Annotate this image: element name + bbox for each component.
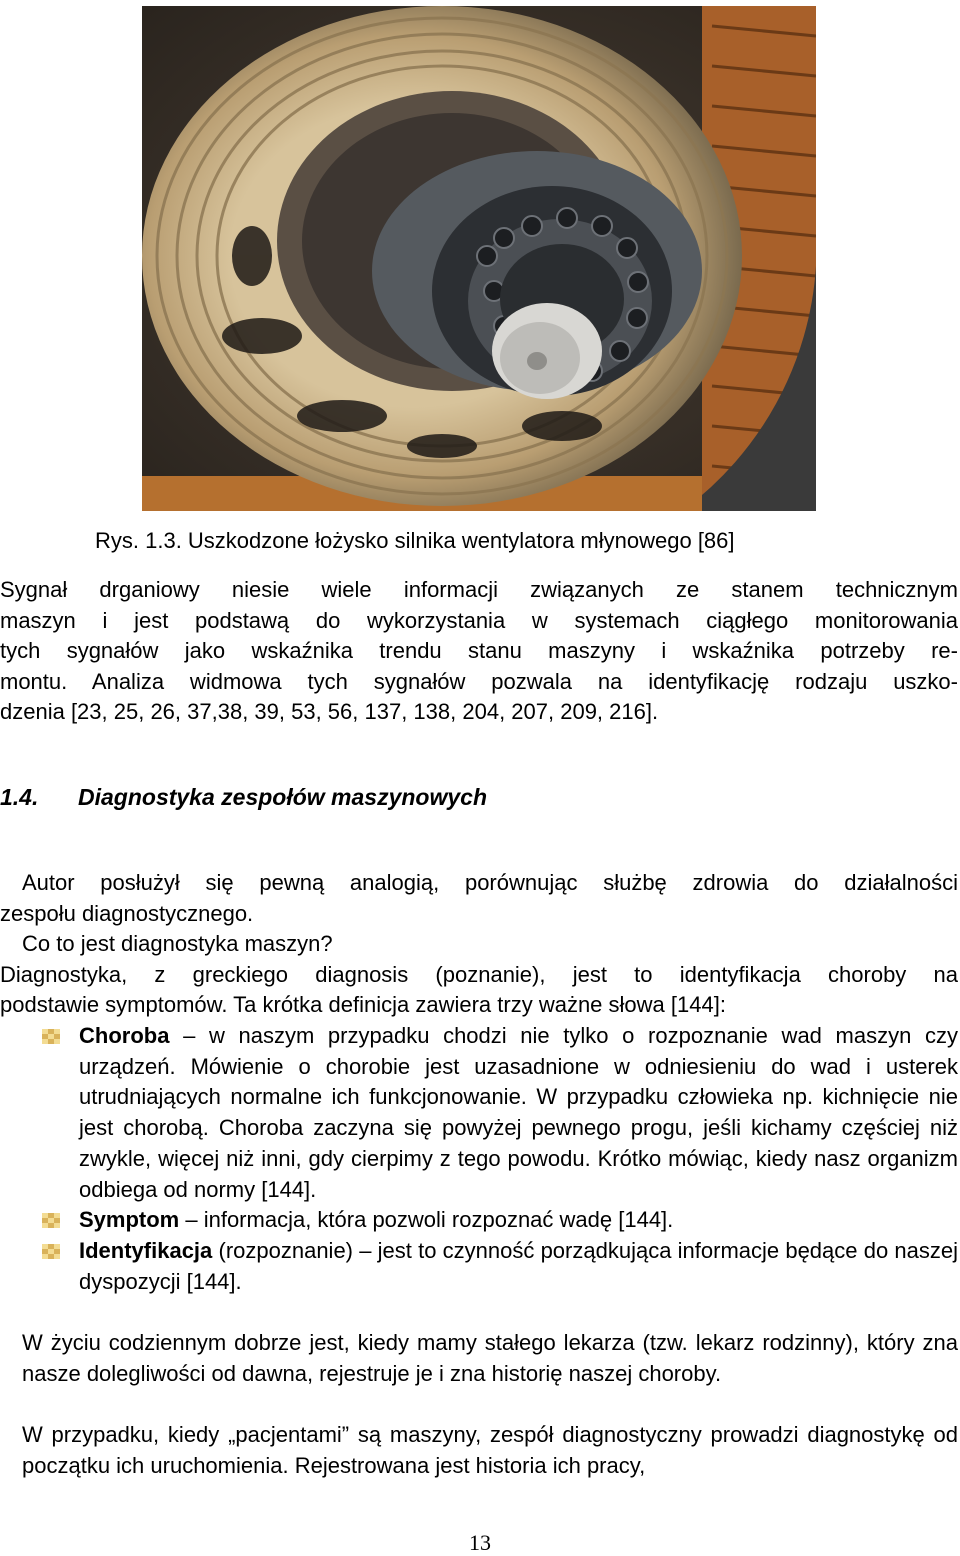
text-line: Diagnostyka, z greckiego diagnosis (poznanie), jest to identyfikacja choroby na <box>0 961 958 987</box>
text-line: dzenia [23, 25, 26, 37,38, 39, 53, 56, 137, 138, 204, 207, 209, 216]. <box>0 699 659 724</box>
page-number: 13 <box>469 1530 491 1555</box>
term-choroba: Choroba <box>79 1023 170 1048</box>
text-line: montu. Analiza widmowa tych sygnałów pozwala na identyfikację rodzaju uszko- <box>0 668 958 694</box>
bullet-icon <box>42 1029 60 1044</box>
text-line: maszyn i jest podstawą do wykorzystania w systemach ciągłego monitorowania <box>0 607 958 633</box>
text-line: Co to jest diagnostyka maszyn? <box>22 931 333 956</box>
damaged-bearing-photo <box>142 6 816 511</box>
section-heading <box>0 784 487 811</box>
definition-list <box>40 1021 958 1297</box>
definition-text: – w naszym przypadku chodzi nie tylko o rozpoznanie wad maszyn czy urządzeń. Mówienie o chorobie jest uzasadnione w odniesieniu do wad i usterek utrudniających normalne ich funkcjonowanie. W przypadku człowieka np. kichnięcie nie jest chorobą. Choroba zaczyna się powyżej pewnego progu, jeśli kichamy częściej niż zwykle, więcej niż inni, gdy cierpimy z tego powodu. Krótko mówiąc, kiedy nasz organizm odbiega od normy [144]. <box>79 1023 958 1202</box>
paragraph-family-doctor: W życiu codziennym dobrze jest, kiedy mamy stałego lekarza (tzw. lekarz rodzinny), który zna nasze dolegliwości od dawna, rejestruje je i zna historię naszej choroby. <box>22 1330 958 1386</box>
list-item <box>40 1236 958 1297</box>
definition-text: – informacja, która pozwoli rozpoznać wadę [144]. <box>179 1207 674 1233</box>
bullet-icon <box>42 1213 60 1228</box>
bullet-icon <box>42 1244 60 1259</box>
figure-caption: Rys. 1.3. Uszkodzone łożysko silnika wentylatora młynowego [86] <box>95 528 735 553</box>
section-title: Diagnostyka zespołów maszynowych <box>78 784 488 810</box>
section-number: 1.4. <box>0 784 39 810</box>
text-line: zespołu diagnostycznego. <box>0 900 254 926</box>
list-item <box>40 1021 958 1205</box>
paragraph-machine-patients: W przypadku, kiedy „pacjentami” są maszyny, zespół diagnostyczny prowadzi diagnostykę od początku ich uruchomienia. Rejestrowana jest historia ich pracy, <box>22 1422 958 1478</box>
paragraph-vibration-signal <box>0 575 958 728</box>
definition-text: (rozpoznanie) – jest to czynność porządkująca informacje będące do naszej dyspozycji [144]. <box>79 1237 958 1294</box>
text-line: tych sygnałów jako wskaźnika trendu stanu maszyny i wskaźnika potrzeby re- <box>0 638 958 663</box>
term-identyfikacja: Identyfikacja <box>79 1237 213 1263</box>
figure-photo <box>142 6 816 511</box>
term-symptom: Symptom <box>79 1207 180 1233</box>
list-item <box>40 1205 958 1236</box>
text-line: Sygnał drganiowy niesie wiele informacji związanych ze stanem technicznym <box>0 577 958 602</box>
text-line: Autor posłużył się pewną analogią, porównując służbę zdrowia do działalności <box>22 870 958 895</box>
text-line: podstawie symptomów. Ta krótka definicja zawiera trzy ważne słowa [144]: <box>0 992 726 1017</box>
paragraph-intro <box>0 868 958 1021</box>
